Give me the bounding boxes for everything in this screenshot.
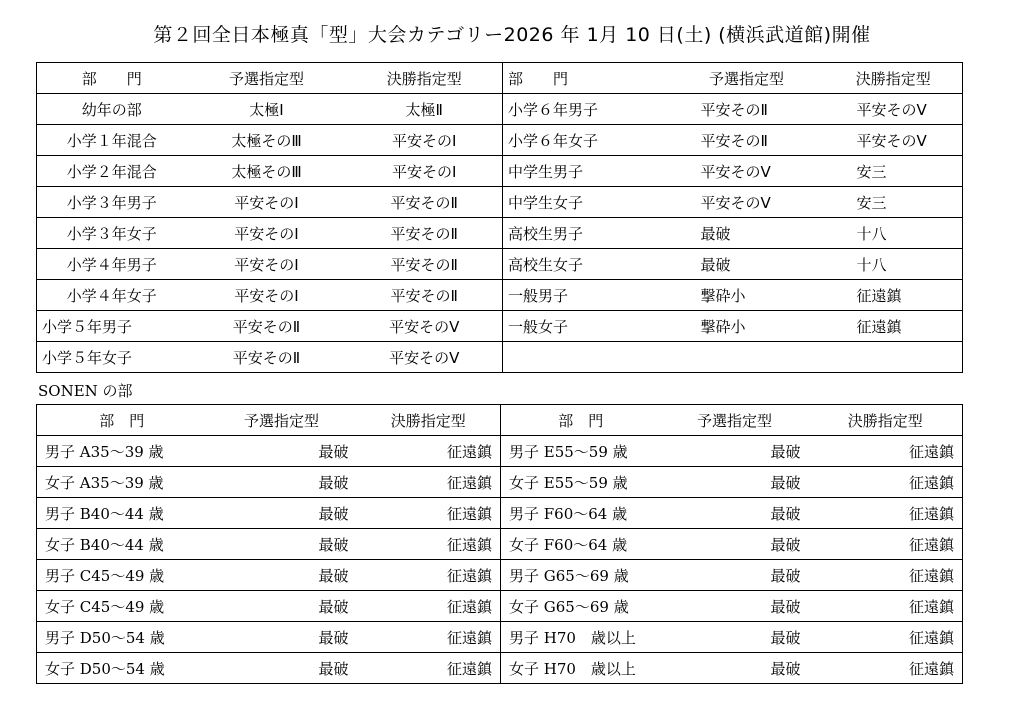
table-row <box>37 436 963 467</box>
table-header-row <box>37 63 963 94</box>
kata-cell: 平安そのⅠ <box>347 156 503 187</box>
kata-cell: 平安そのⅤ <box>389 348 460 367</box>
kata-cell: 最破 <box>207 498 357 529</box>
category-cell: 男子 H70 歳以上 <box>501 622 661 653</box>
table-row <box>37 187 963 218</box>
table-row <box>37 560 963 591</box>
kata-cell: 十八 <box>825 218 963 249</box>
kata-cell <box>825 342 963 373</box>
kata-cell: 征遠鎮 <box>809 498 963 529</box>
category-cell: 一般女子 <box>503 311 669 342</box>
kata-cell: 征遠鎮 <box>357 498 501 529</box>
kata-cell: 十八 <box>825 249 963 280</box>
kata-cell: 最破 <box>661 436 809 467</box>
category-cell: 女子 E55～59 歳 <box>501 467 661 498</box>
category-cell: 小学３年男子 <box>37 187 187 218</box>
category-cell: 女子 H70 歳以上 <box>501 653 661 684</box>
category-cell <box>503 342 669 373</box>
table-row <box>37 342 963 373</box>
kata-cell: 最破 <box>661 498 809 529</box>
column-header: 決勝指定型 <box>357 405 501 436</box>
category-cell: 女子 A35～39 歳 <box>37 467 207 498</box>
kata-cell: 太極そのⅢ <box>187 156 347 187</box>
kata-cell: 最破 <box>669 218 825 249</box>
column-header: 部 門 <box>501 405 661 436</box>
category-cell: 小学６年男子 <box>503 94 669 125</box>
kata-cell: 征遠鎮 <box>357 622 501 653</box>
kata-cell: 平安そのⅤ <box>825 94 963 125</box>
kata-cell: 平安そのⅡ <box>347 280 503 311</box>
kata-cell: 征遠鎮 <box>809 560 963 591</box>
category-cell: 女子 C45～49 歳 <box>37 591 207 622</box>
category-cell: 小学５年男子 <box>37 311 187 342</box>
category-cell: 小学４年女子 <box>37 280 187 311</box>
kata-cell: 平安そのⅡ <box>669 125 825 156</box>
kata-cell: 平安そのⅡ <box>347 218 503 249</box>
kata-cell: 平安そのⅡ <box>347 187 503 218</box>
kata-cell: 安三 <box>825 156 963 187</box>
kata-cell: 最破 <box>661 591 809 622</box>
kata-cell: 征遠鎮 <box>809 436 963 467</box>
kata-cell: 征遠鎮 <box>357 529 501 560</box>
category-cell: 小学１年混合 <box>37 125 187 156</box>
kata-cell: 平安そのⅡ <box>347 249 503 280</box>
kata-cell: 征遠鎮 <box>809 622 963 653</box>
category-cell: 小学５年女子 <box>42 348 133 367</box>
kata-cell: 征遠鎮 <box>825 280 963 311</box>
kata-cell: 征遠鎮 <box>908 659 954 678</box>
category-cell: 高校生女子 <box>503 249 669 280</box>
kata-cell: 征遠鎮 <box>809 529 963 560</box>
column-header: 部 門 <box>37 405 207 436</box>
kata-cell: 安三 <box>825 187 963 218</box>
table-row <box>37 125 963 156</box>
table-row <box>37 591 963 622</box>
table-row <box>37 156 963 187</box>
kata-cell: 最破 <box>207 560 357 591</box>
column-header: 予選指定型 <box>661 405 809 436</box>
kata-cell: 太極Ⅰ <box>187 94 347 125</box>
kata-cell: 太極そのⅢ <box>187 125 347 156</box>
kata-cell: 平安そのⅤ <box>669 156 825 187</box>
youth-category-table <box>36 62 963 373</box>
category-cell: 女子 D50～54 歳 <box>45 659 165 678</box>
column-header: 部 門 <box>503 63 669 94</box>
kata-cell: 最破 <box>661 529 809 560</box>
kata-cell: 最破 <box>207 436 357 467</box>
kata-cell: 最破 <box>318 659 349 678</box>
kata-cell: 征遠鎮 <box>825 311 963 342</box>
kata-cell: 平安そのⅠ <box>187 218 347 249</box>
kata-cell: 平安そのⅤ <box>669 187 825 218</box>
category-cell: 男子 D50～54 歳 <box>37 622 207 653</box>
kata-cell: 平安そのⅠ <box>187 187 347 218</box>
kata-cell <box>669 342 825 373</box>
column-header: 予選指定型 <box>207 405 357 436</box>
column-header: 予選指定型 <box>669 63 825 94</box>
category-cell: 高校生男子 <box>503 218 669 249</box>
table-row <box>37 498 963 529</box>
kata-cell: 平安そのⅤ <box>825 125 963 156</box>
kata-cell: 撃砕小 <box>669 311 825 342</box>
column-header: 決勝指定型 <box>347 63 503 94</box>
kata-cell: 最破 <box>661 467 809 498</box>
table-row <box>37 311 963 342</box>
kata-cell: 平安そのⅠ <box>187 249 347 280</box>
table-row <box>37 653 963 684</box>
category-cell: 中学生男子 <box>503 156 669 187</box>
category-cell: 小学４年男子 <box>37 249 187 280</box>
category-cell: 小学３年女子 <box>37 218 187 249</box>
kata-cell: 最破 <box>661 560 809 591</box>
category-cell: 男子 B40～44 歳 <box>37 498 207 529</box>
kata-cell: 征遠鎮 <box>357 591 501 622</box>
page-title: 第２回全日本極真「型」大会カテゴリー2026 年 1月 10 日(土) (横浜武道館)開催 <box>153 24 871 46</box>
category-cell: 男子 A35～39 歳 <box>37 436 207 467</box>
kata-cell: 征遠鎮 <box>357 436 501 467</box>
kata-cell: 最破 <box>207 622 357 653</box>
category-cell: 中学生女子 <box>503 187 669 218</box>
kata-cell: 征遠鎮 <box>809 591 963 622</box>
table-row <box>37 622 963 653</box>
kata-cell: 最破 <box>669 249 825 280</box>
table-row <box>37 94 963 125</box>
kata-cell: 平安そのⅡ <box>187 311 347 342</box>
category-cell: 女子 F60～64 歳 <box>501 529 661 560</box>
category-cell: 小学２年混合 <box>37 156 187 187</box>
kata-cell: 征遠鎮 <box>357 467 501 498</box>
kata-cell: 征遠鎮 <box>357 560 501 591</box>
table-row <box>37 249 963 280</box>
category-cell: 男子 G65～69 歳 <box>501 560 661 591</box>
kata-cell: 最破 <box>207 591 357 622</box>
table-row <box>37 467 963 498</box>
column-header: 予選指定型 <box>187 63 347 94</box>
category-cell: 男子 C45～49 歳 <box>37 560 207 591</box>
kata-cell: 征遠鎮 <box>809 467 963 498</box>
kata-cell: 征遠鎮 <box>446 659 492 678</box>
table-row <box>37 218 963 249</box>
column-header: 決勝指定型 <box>809 405 963 436</box>
kata-cell: 最破 <box>207 467 357 498</box>
kata-cell: 平安そのⅠ <box>347 125 503 156</box>
kata-cell: 平安そのⅡ <box>232 348 301 367</box>
category-cell: 男子 E55～59 歳 <box>501 436 661 467</box>
column-header: 部 門 <box>37 63 187 94</box>
table-header-row <box>37 405 963 436</box>
kata-cell: 最破 <box>770 659 801 678</box>
kata-cell: 最破 <box>207 529 357 560</box>
category-cell: 幼年の部 <box>37 94 187 125</box>
kata-cell: 太極Ⅱ <box>347 94 503 125</box>
column-header: 決勝指定型 <box>825 63 963 94</box>
category-cell: 男子 F60～64 歳 <box>501 498 661 529</box>
sonen-section-label: SONEN の部 <box>38 382 133 400</box>
kata-cell: 平安そのⅡ <box>669 94 825 125</box>
category-cell: 小学６年女子 <box>503 125 669 156</box>
kata-cell: 撃砕小 <box>669 280 825 311</box>
category-cell: 女子 G65～69 歳 <box>501 591 661 622</box>
kata-cell: 最破 <box>661 622 809 653</box>
kata-cell: 平安そのⅠ <box>187 280 347 311</box>
table-row <box>37 280 963 311</box>
category-cell: 一般男子 <box>503 280 669 311</box>
sonen-category-table <box>36 404 963 684</box>
table-row <box>37 529 963 560</box>
kata-cell: 平安そのⅤ <box>347 311 503 342</box>
category-cell: 女子 B40～44 歳 <box>37 529 207 560</box>
